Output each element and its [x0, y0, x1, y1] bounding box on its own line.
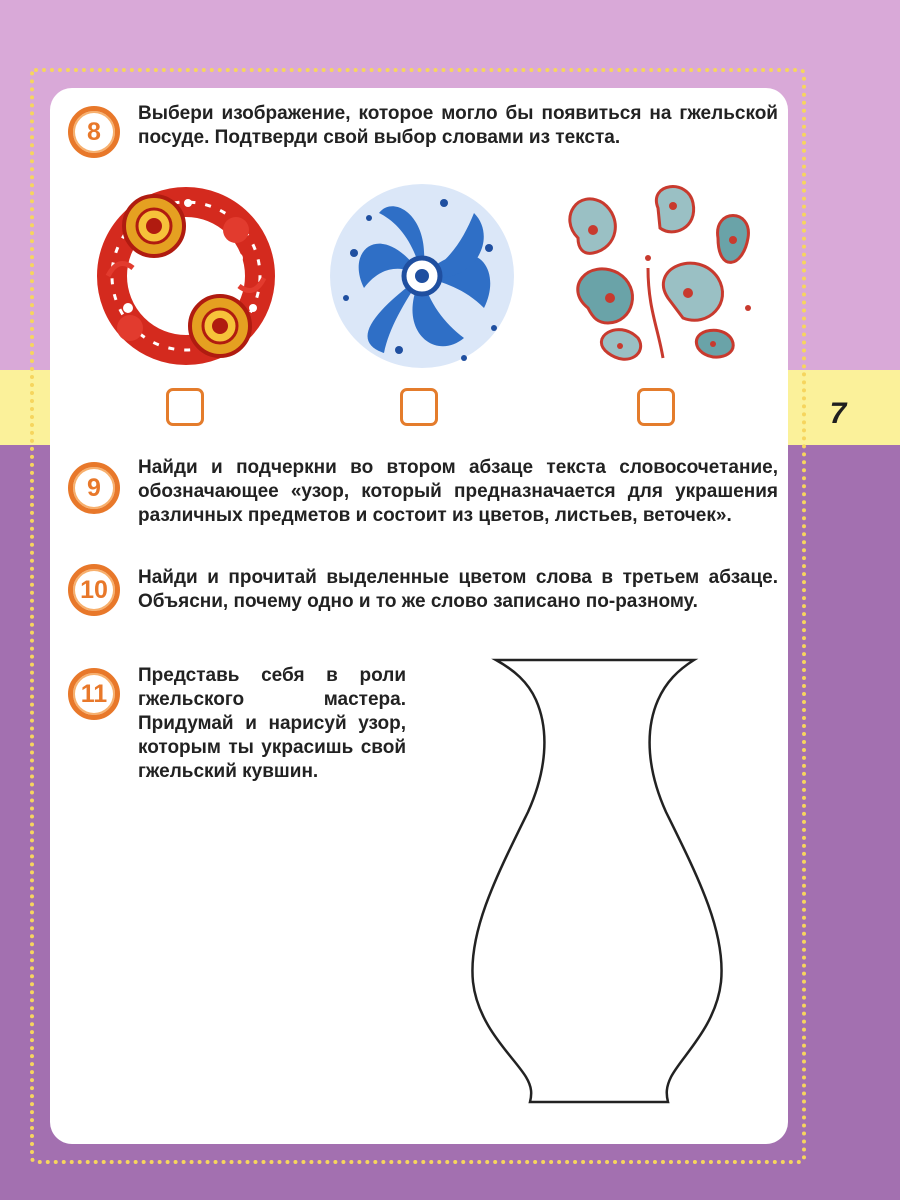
checkbox-khokhloma[interactable]	[166, 388, 204, 426]
task-number-8: 8	[68, 106, 120, 158]
gzhel-ornament-image	[324, 178, 520, 374]
task-number-11: 11	[68, 668, 120, 720]
task-number-9: 9	[68, 462, 120, 514]
task-9-text: Найди и подчеркни во втором абзаце текста словосочетание, обозначающее «узор, который предназначается для украшения различных предметов и состоит из цветов, листьев, веточек».	[138, 457, 778, 526]
vase-outline-drawing	[466, 652, 728, 1112]
paisley-ornament-image	[548, 178, 762, 374]
task-11-text: Представь себя в роли гжельского мастера. Придумай и нарисуй узор, которым ты украсишь свой гжельский кувшин.	[138, 665, 406, 782]
task-8-text: Выбери изображение, которое могло бы появиться на гжельской посуде. Подтверди свой выбор словами из текста.	[138, 103, 778, 148]
checkbox-paisley[interactable]	[637, 388, 675, 426]
task-10-text: Найди и прочитай выделенные цветом слова в третьем абзаце. Объясни, почему одно и то же слово записано по-разному.	[138, 567, 778, 612]
khokhloma-ornament-image	[88, 178, 284, 374]
task-number-10: 10	[68, 564, 120, 616]
page-number: 7	[829, 397, 847, 430]
checkbox-gzhel[interactable]	[400, 388, 438, 426]
